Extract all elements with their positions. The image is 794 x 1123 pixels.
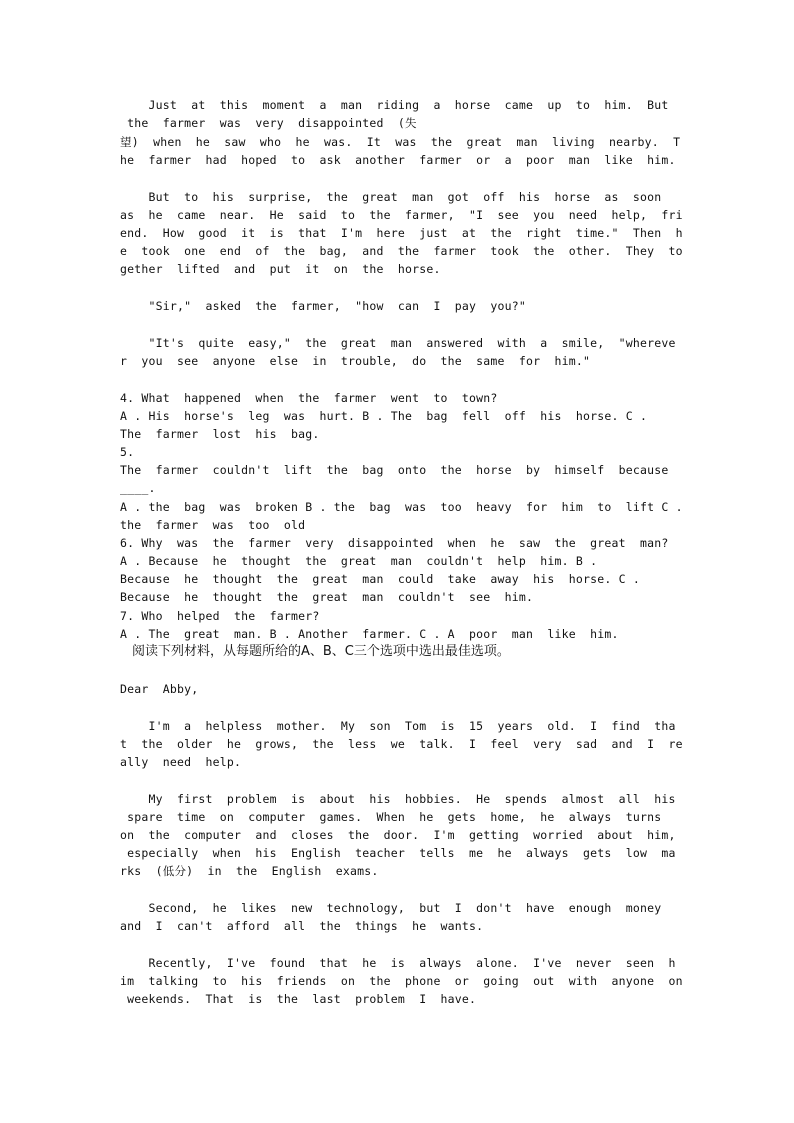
question-line: 7. Who helped the farmer? [120, 609, 320, 623]
section-instruction: 阅读下列材料，从每题所给的A、B、C三个选项中选出最佳选项。 [132, 644, 510, 659]
story-p2-line-5: gether lifted and put it on the horse. [120, 262, 441, 276]
letter-p4-line-2: im talking to his friends on the phone or going out with anyone on [120, 974, 683, 988]
letter-p2-line-4: especially when his English teacher tells me he always gets low ma [120, 846, 676, 860]
letter-p3-line-2: and I can't afford all the things he wants. [120, 919, 484, 933]
question-line: Because he thought the great man couldn't see him. [120, 590, 534, 604]
question-line: The farmer lost his bag. [120, 427, 320, 441]
letter-p1-line-3: ally need help. [120, 755, 242, 769]
letter-p2-line-2: spare time on computer games. When he gets home, he always turns [120, 810, 662, 824]
question-line: 4. What happened when the farmer went to town? [120, 391, 498, 405]
story-p3-line-1: "Sir," asked the farmer, "how can I pay you?" [120, 299, 527, 313]
letter-salutation: Dear Abby, [120, 682, 199, 696]
letter-p1-line-2: t the older he grows, the less we talk. I feel very sad and I re [120, 737, 683, 751]
story-p1-line-4: he farmer had hoped to ask another farmer or a poor man like him. [120, 153, 676, 167]
letter-p3-line-1: Second, he likes new technology, but I don't have enough money [120, 901, 662, 915]
question-line: The farmer couldn't lift the bag onto the horse by himself because [120, 463, 669, 477]
story-p2-line-4: e took one end of the bag, and the farmer took the other. They to [120, 244, 683, 258]
story-p1-line-2: the farmer was very disappointed (失 [120, 116, 417, 130]
question-line: ____. [120, 481, 156, 495]
story-p2-line-3: end. How good it is that I'm here just at the right time." Then h [120, 226, 683, 240]
question-line: A . The great man. B . Another farmer. C . A poor man like him. [120, 627, 619, 641]
story-p2-line-2: as he came near. He said to the farmer, "I see you need help, fri [120, 208, 683, 222]
question-line: 5. [120, 445, 135, 459]
question-line: A . His horse's leg was hurt. B . The bag fell off his horse. C . [120, 409, 648, 423]
letter-p4-line-3: weekends. That is the last problem I have. [120, 992, 477, 1006]
letter-p2-line-1: My first problem is about his hobbies. He spends almost all his [120, 792, 676, 806]
letter-p1-line-1: I'm a helpless mother. My son Tom is 15 years old. I find tha [120, 719, 676, 733]
letter-p2-line-3: on the computer and closes the door. I'm getting worried about him, [120, 828, 676, 842]
question-line: A . the bag was broken B . the bag was too heavy for him to lift C . [120, 500, 683, 514]
question-line: 6. Why was the farmer very disappointed when he saw the great man? [120, 536, 669, 550]
story-p4-line-1: "It's quite easy," the great man answered with a smile, "whereve [120, 336, 676, 350]
question-line: A . Because he thought the great man couldn't help him. B . [120, 554, 598, 568]
story-p1-line-3: 望) when he saw who he was. It was the great man living nearby. T [120, 135, 681, 149]
story-p1-line-1: Just at this moment a man riding a horse came up to him. But [120, 98, 669, 112]
letter-p2-line-5: rks (低分) in the English exams. [120, 864, 379, 878]
question-line: Because he thought the great man could take away his horse. C . [120, 572, 641, 586]
story-p4-line-2: r you see anyone else in trouble, do the same for him." [120, 354, 591, 368]
question-line: the farmer was too old [120, 518, 306, 532]
letter-p4-line-1: Recently, I've found that he is always alone. I've never seen h [120, 956, 676, 970]
story-p2-line-1: But to his surprise, the great man got off his horse as soon [120, 190, 662, 204]
